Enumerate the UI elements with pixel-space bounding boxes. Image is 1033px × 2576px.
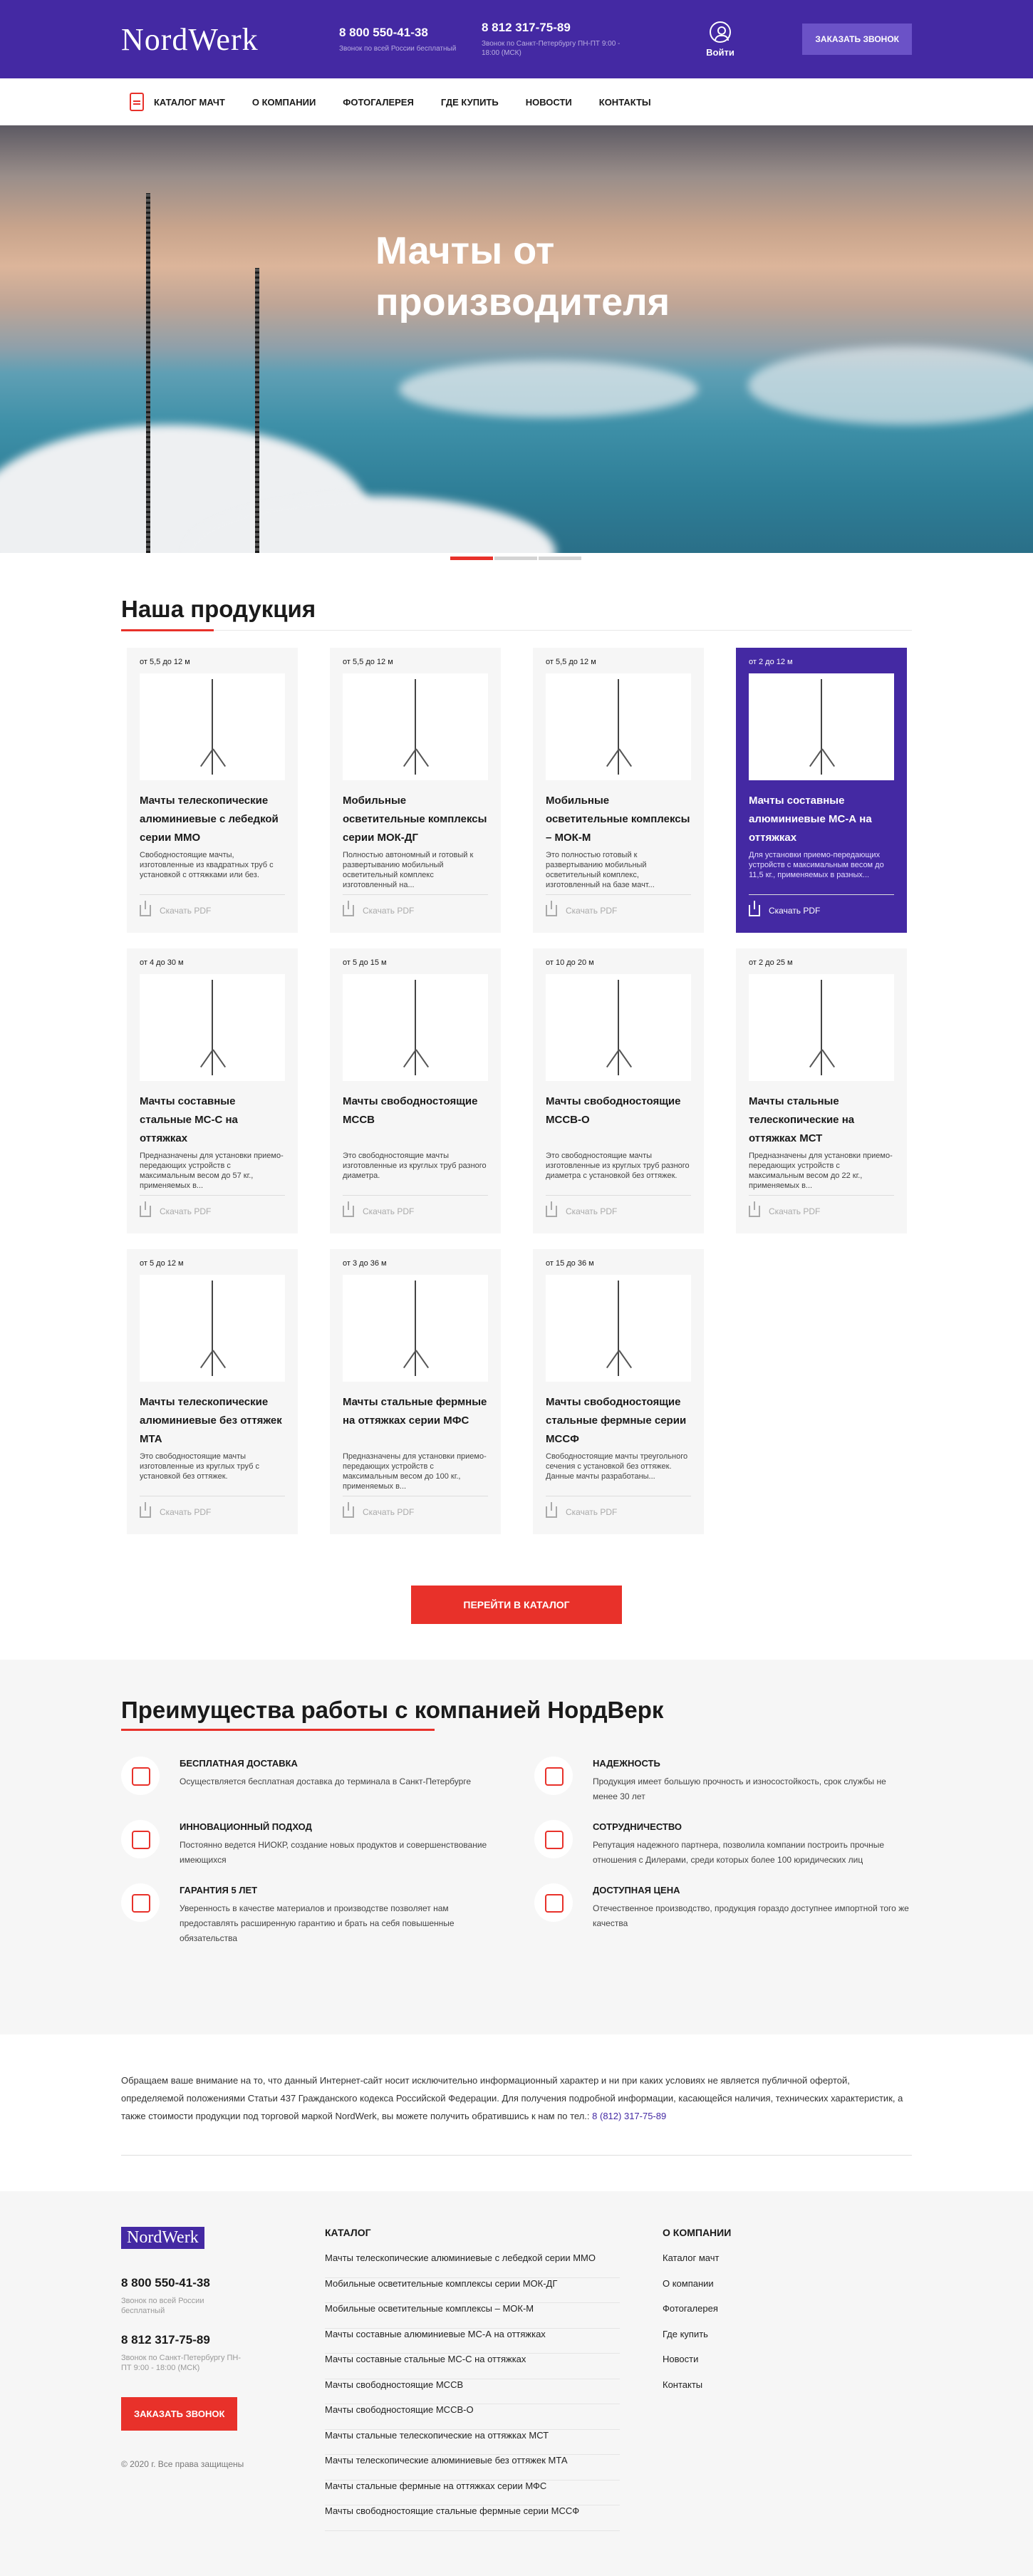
download-pdf-link[interactable] — [546, 1206, 691, 1217]
footer-catalog-title: КАТАЛОГ — [325, 2227, 371, 2238]
footer-catalog-link[interactable]: Мобильные осветительные комплексы – МОК-М — [325, 2303, 620, 2329]
download-icon — [140, 1506, 151, 1518]
product-name[interactable]: Мачты телескопические алюминиевые без оттяжек МТА — [140, 1396, 282, 1445]
product-height-range: от 10 до 20 м — [546, 958, 594, 967]
product-description: Это полностью готовый к развертыванию мобильный осветительный комплекс, изготовленный на базе мачт... — [546, 851, 655, 889]
download-icon — [546, 1206, 557, 1217]
product-name[interactable]: Мобильные осветительные комплексы серии МОК-ДГ — [343, 795, 487, 844]
advantage-item — [121, 1757, 499, 1804]
hero-cloud — [748, 346, 1033, 425]
download-icon — [140, 1206, 151, 1217]
divider — [343, 894, 488, 895]
product-description: Предназначены для установки приемо-передающих устройств с максимальным весом до 100 кг., применяемых в... — [343, 1452, 487, 1491]
product-description: Полностью автономный и готовый к развертыванию мобильный осветительный комплекс изготовленный на... — [343, 851, 474, 889]
copyright: © 2020 г. Все права защищены — [121, 2459, 244, 2469]
product-description: Предназначены для установки приемо-передающих устройств с максимальным весом до 57 кг., применяемых в... — [140, 1152, 284, 1190]
product-name[interactable]: Мачты стальные фермные на оттяжках серии МФС — [343, 1396, 487, 1427]
advantage-title: ГАРАНТИЯ 5 ЛЕТ — [180, 1885, 258, 1895]
product-card[interactable] — [330, 948, 501, 1233]
slider-dots — [0, 553, 1033, 562]
nav-where-to-buy[interactable]: ГДЕ КУПИТЬ — [440, 96, 499, 108]
phone-spb[interactable]: 8 812 317-75-89 — [482, 21, 571, 34]
download-pdf-link[interactable] — [343, 905, 488, 916]
download-pdf-label: Скачать PDF — [769, 906, 821, 916]
footer-company-link[interactable]: О компании — [663, 2277, 714, 2289]
footer-company-link[interactable]: Каталог мачт — [663, 2252, 720, 2263]
footer-company-link[interactable]: Фотогалерея — [663, 2303, 718, 2314]
nav-catalog-label: КАТАЛОГ МАЧТ — [154, 96, 225, 108]
product-card[interactable] — [533, 648, 704, 933]
download-pdf-link[interactable] — [343, 1206, 488, 1217]
product-image[interactable] — [546, 673, 691, 780]
download-icon — [749, 1206, 760, 1217]
product-height-range: от 5,5 до 12 м — [343, 658, 393, 666]
product-name[interactable]: Мачты стальные телескопические на оттяжках МСТ — [749, 1095, 855, 1144]
footer-phone-spb-note: Звонок по Санкт-Петербургу ПН-ПТ 9:00 - 18:00 (МСК) — [121, 2354, 242, 2372]
download-icon — [343, 905, 354, 916]
product-image[interactable] — [749, 974, 894, 1081]
footer-logo[interactable]: NordWerk — [121, 2227, 204, 2249]
legal-notice — [121, 2071, 912, 2156]
download-pdf-label: Скачать PDF — [160, 906, 212, 916]
mast-leg — [415, 1350, 429, 1368]
mast-picture — [821, 679, 822, 775]
shield-icon — [534, 1757, 573, 1795]
download-pdf-link[interactable] — [749, 905, 894, 916]
footer-order-call-button[interactable]: ЗАКАЗАТЬ ЗВОНОК — [121, 2397, 237, 2431]
download-pdf-label: Скачать PDF — [769, 1206, 821, 1216]
hero-banner — [0, 125, 1033, 553]
footer-company-link[interactable]: Контакты — [663, 2379, 703, 2390]
advantages-section — [0, 1660, 1033, 2034]
product-description: Это свободностоящие мачты изготовленные из круглых труб разного диаметра. — [343, 1152, 487, 1180]
download-pdf-label: Скачать PDF — [363, 1206, 415, 1216]
mast-picture — [618, 1281, 619, 1376]
footer-company-title: О КОМПАНИИ — [663, 2227, 732, 2238]
advantage-title: ДОСТУПНАЯ ЦЕНА — [593, 1885, 680, 1895]
product-image[interactable] — [140, 673, 285, 780]
mast-picture — [212, 679, 213, 775]
product-description: Для установки приемо-передающих устройств с максимальным весом до 11,5 кг., применяемых в разных... — [749, 851, 884, 879]
download-icon — [343, 1206, 354, 1217]
product-height-range: от 5 до 12 м — [140, 1259, 184, 1268]
product-description: Свободностоящие мачты, изготовленные из квадратных труб с установкой с оттяжками или без. — [140, 851, 274, 879]
download-pdf-link[interactable] — [546, 905, 691, 916]
product-card[interactable] — [330, 648, 501, 933]
order-call-button[interactable]: ЗАКАЗАТЬ ЗВОНОК — [802, 24, 912, 55]
product-card[interactable] — [533, 1249, 704, 1534]
product-name[interactable]: Мачты свободностоящие МССВ-О — [546, 1095, 681, 1126]
footer-phone-federal[interactable]: 8 800 550-41-38 — [121, 2276, 210, 2290]
mast-picture — [618, 679, 619, 775]
product-height-range: от 2 до 25 м — [749, 958, 793, 967]
login-link[interactable] — [667, 21, 774, 58]
nav-news[interactable]: НОВОСТИ — [525, 96, 572, 108]
product-card[interactable] — [736, 948, 907, 1233]
hero-cloud — [399, 361, 698, 418]
download-pdf-link[interactable] — [140, 1206, 285, 1217]
mast-leg — [212, 1049, 226, 1067]
footer-catalog-link[interactable]: Мачты составные стальные МС-С на оттяжках — [325, 2354, 620, 2379]
certificate-icon — [121, 1883, 160, 1922]
download-icon — [749, 905, 760, 916]
product-image[interactable] — [343, 974, 488, 1081]
product-name[interactable]: Мачты составные стальные МС-С на оттяжках — [140, 1095, 238, 1144]
login-label: Войти — [706, 46, 734, 58]
product-height-range: от 4 до 30 м — [140, 958, 184, 967]
product-image[interactable] — [343, 1275, 488, 1382]
slider-dot[interactable] — [539, 557, 581, 560]
footer-catalog-link[interactable]: Мачты свободностоящие МССВ-О — [325, 2404, 620, 2430]
divider — [140, 894, 285, 895]
download-pdf-label: Скачать PDF — [363, 906, 415, 916]
advantage-text: Осуществляется бесплатная доставка до терминала в Санкт-Петербурге — [180, 1776, 472, 1786]
download-pdf-label: Скачать PDF — [363, 1507, 415, 1517]
mast-leg — [415, 748, 429, 767]
download-pdf-link[interactable] — [343, 1506, 488, 1518]
product-name[interactable]: Мачты свободностоящие МССВ — [343, 1095, 478, 1126]
mast-leg — [821, 1049, 835, 1067]
download-icon — [546, 905, 557, 916]
phone-spb-note: Звонок по Санкт-Петербургу ПН-ПТ 9:00 - 18:00 (МСК) — [482, 40, 621, 57]
download-pdf-label: Скачать PDF — [566, 1206, 618, 1216]
footer-contacts — [121, 2227, 325, 2531]
nav-contacts[interactable]: КОНТАКТЫ — [598, 96, 651, 108]
products-section — [121, 562, 912, 1624]
divider — [749, 1195, 894, 1196]
pdf-icon — [130, 93, 144, 111]
download-pdf-label: Скачать PDF — [160, 1206, 212, 1216]
slider-dot-active[interactable] — [450, 557, 493, 560]
product-card[interactable] — [127, 648, 298, 933]
footer-catalog-link[interactable]: Мачты телескопические алюминиевые без оттяжек МТА — [325, 2455, 620, 2481]
footer-phone-federal-note: Звонок по всей России бесплатный — [121, 2297, 204, 2315]
product-name[interactable]: Мачты свободностоящие стальные фермные серии МССФ — [546, 1396, 687, 1445]
mast-leg — [618, 1350, 632, 1368]
footer-catalog-link[interactable]: Мобильные осветительные комплексы серии МОК-ДГ — [325, 2278, 620, 2304]
footer-catalog-link[interactable]: Мачты составные алюминиевые МС-А на оттяжках — [325, 2329, 620, 2354]
product-image[interactable] — [546, 1275, 691, 1382]
nav-gallery[interactable]: ФОТОГАЛЕРЕЯ — [343, 96, 414, 108]
download-pdf-label: Скачать PDF — [566, 1507, 618, 1517]
product-name[interactable]: Мачты составные алюминиевые МС-А на оттяжках — [749, 795, 872, 844]
download-pdf-link[interactable] — [749, 1206, 894, 1217]
advantage-item — [534, 1883, 912, 1946]
product-image[interactable] — [140, 1275, 285, 1382]
phone-federal-note: Звонок по всей России бесплатный — [339, 44, 457, 53]
product-image[interactable] — [749, 673, 894, 780]
mast-leg — [821, 748, 835, 767]
logo[interactable]: NordWerk — [121, 21, 259, 57]
product-name[interactable]: Мобильные осветительные комплексы – МОК-М — [546, 795, 690, 844]
nav-about[interactable]: О КОМПАНИИ — [251, 96, 316, 108]
product-image[interactable] — [343, 673, 488, 780]
hero-mast — [255, 268, 259, 553]
product-description: Это свободностоящие мачты изготовленные из круглых труб разного диаметра с установкой без оттяжек. — [546, 1152, 690, 1180]
download-pdf-label: Скачать PDF — [160, 1507, 212, 1517]
product-image[interactable] — [140, 974, 285, 1081]
nav-catalog[interactable] — [130, 93, 225, 111]
mast-leg — [415, 1049, 429, 1067]
footer-company — [663, 2227, 805, 2531]
mast-leg — [618, 748, 632, 767]
download-icon — [343, 1506, 354, 1518]
product-image[interactable] — [546, 974, 691, 1081]
footer-company-link[interactable]: Где купить — [663, 2328, 708, 2339]
mast-picture — [415, 679, 416, 775]
advantage-text: Постоянно ведется НИОКР, создание новых продуктов и совершенствование имеющихся — [180, 1840, 487, 1865]
advantages-grid — [121, 1757, 912, 1946]
footer-catalog-link[interactable]: Мачты стальные телескопические на оттяжках МСТ — [325, 2430, 620, 2456]
hero-title: Мачты от производителя — [375, 229, 670, 324]
product-description: Предназначены для установки приемо-передающих устройств с максимальным весом до 22 кг., применяемых в... — [749, 1152, 893, 1190]
site-footer — [0, 2191, 1033, 2576]
mast-picture — [415, 980, 416, 1075]
mast-leg — [212, 748, 226, 767]
advantage-text: Продукция имеет большую прочность и износостойкость, срок службы не менее 30 лет — [593, 1776, 886, 1801]
product-card[interactable] — [330, 1249, 501, 1534]
product-height-range: от 5 до 15 м — [343, 958, 387, 967]
advantage-item — [121, 1883, 499, 1946]
user-icon — [710, 21, 731, 43]
download-pdf-link[interactable] — [140, 905, 285, 916]
download-icon — [140, 905, 151, 916]
product-card[interactable] — [533, 948, 704, 1233]
footer-company-link[interactable]: Новости — [663, 2354, 699, 2364]
product-description: Это свободностоящие мачты изготовленные из круглых труб с установкой без оттяжек. — [140, 1452, 259, 1481]
divider — [140, 1195, 285, 1196]
advantages-title: Преимущества работы с компанией НордВерк — [121, 1660, 912, 1731]
product-description: Свободностоящие мачты треугольного сечения с установкой без оттяжек. Данные мачты разработаны... — [546, 1452, 688, 1481]
hero-mast — [146, 193, 150, 553]
product-height-range: от 2 до 12 м — [749, 658, 793, 666]
download-pdf-link[interactable] — [140, 1506, 285, 1518]
advantage-item — [534, 1820, 912, 1868]
divider — [749, 894, 894, 895]
download-pdf-link[interactable] — [546, 1506, 691, 1518]
rocket-icon — [121, 1820, 160, 1858]
advantage-title: ИННОВАЦИОННЫЙ ПОДХОД — [180, 1821, 312, 1832]
download-pdf-label: Скачать PDF — [566, 906, 618, 916]
product-height-range: от 5,5 до 12 м — [546, 658, 596, 666]
advantage-item — [121, 1820, 499, 1868]
cooperation-icon — [534, 1820, 573, 1858]
mast-picture — [415, 1281, 416, 1376]
advantage-title: НАДЕЖНОСТЬ — [593, 1758, 660, 1769]
footer-catalog-link[interactable]: Мачты свободностоящие стальные фермные серии МССФ — [325, 2505, 620, 2531]
divider — [546, 1195, 691, 1196]
main-nav — [0, 78, 1033, 125]
product-card[interactable] — [127, 1249, 298, 1534]
slider-dot[interactable] — [494, 557, 537, 560]
advantage-text: Репутация надежного партнера, позволила компании построить прочные отношения с Дилерами, среди которых более 100 юридических лиц — [593, 1840, 885, 1865]
footer-phone-spb[interactable]: 8 812 317-75-89 — [121, 2333, 210, 2347]
site-header — [0, 0, 1033, 78]
mast-picture — [821, 980, 822, 1075]
advantage-title: БЕСПЛАТНАЯ ДОСТАВКА — [180, 1758, 298, 1769]
legal-notice-text: Обращаем ваше внимание на то, что данный Интернет-сайт носит исключительно информационный характер и ни при каких условиях не является публичной офертой, определяемой положениями Статьи 437 Гражданского кодекса Российской Федерации. Для получения подробной информации, касающейся наличия, технических характеристик, а также стоимости продукции под торговой маркой NordWerk, вы можете получить обратившись к нам по тел.: — [121, 2075, 903, 2121]
product-card[interactable] — [736, 648, 907, 933]
advantage-title: СОТРУДНИЧЕСТВО — [593, 1821, 682, 1832]
product-height-range: от 3 до 36 м — [343, 1259, 387, 1268]
mast-leg — [212, 1350, 226, 1368]
advantage-item — [534, 1757, 912, 1804]
product-height-range: от 5,5 до 12 м — [140, 658, 190, 666]
advantage-text: Уверенность в качестве материалов и производстве позволяет нам предоставлять расширенную гарантию и брать на себя повышенные обязательства — [180, 1903, 455, 1943]
truck-icon — [121, 1757, 160, 1795]
phone-block-federal — [339, 26, 482, 53]
divider — [343, 1195, 488, 1196]
go-to-catalog-button[interactable]: ПЕРЕЙТИ В КАТАЛОГ — [411, 1586, 622, 1624]
footer-catalog-link[interactable]: Мачты телескопические алюминиевые с лебедкой серии ММО — [325, 2252, 620, 2278]
download-icon — [546, 1506, 557, 1518]
mast-picture — [212, 980, 213, 1075]
phone-federal[interactable]: 8 800 550-41-38 — [339, 25, 428, 39]
divider — [546, 894, 691, 895]
mast-picture — [212, 1281, 213, 1376]
phone-block-spb — [482, 21, 624, 58]
product-card[interactable] — [127, 948, 298, 1233]
mast-picture — [618, 980, 619, 1075]
product-name[interactable]: Мачты телескопические алюминиевые с лебедкой серии ММО — [140, 795, 279, 844]
product-height-range: от 15 до 36 м — [546, 1259, 594, 1268]
products-grid — [127, 648, 912, 1534]
footer-catalog-link[interactable]: Мачты свободностоящие МССВ — [325, 2379, 620, 2405]
advantage-text: Отечественное производство, продукция гораздо доступнее импортной того же качества — [593, 1903, 909, 1928]
footer-catalog — [325, 2227, 663, 2531]
footer-catalog-link[interactable]: Мачты стальные фермные на оттяжках серии МФС — [325, 2481, 620, 2506]
products-title: Наша продукция — [121, 562, 912, 631]
mast-leg — [618, 1049, 632, 1067]
notice-phone-link[interactable]: 8 (812) 317-75-89 — [592, 2111, 667, 2121]
price-icon — [534, 1883, 573, 1922]
